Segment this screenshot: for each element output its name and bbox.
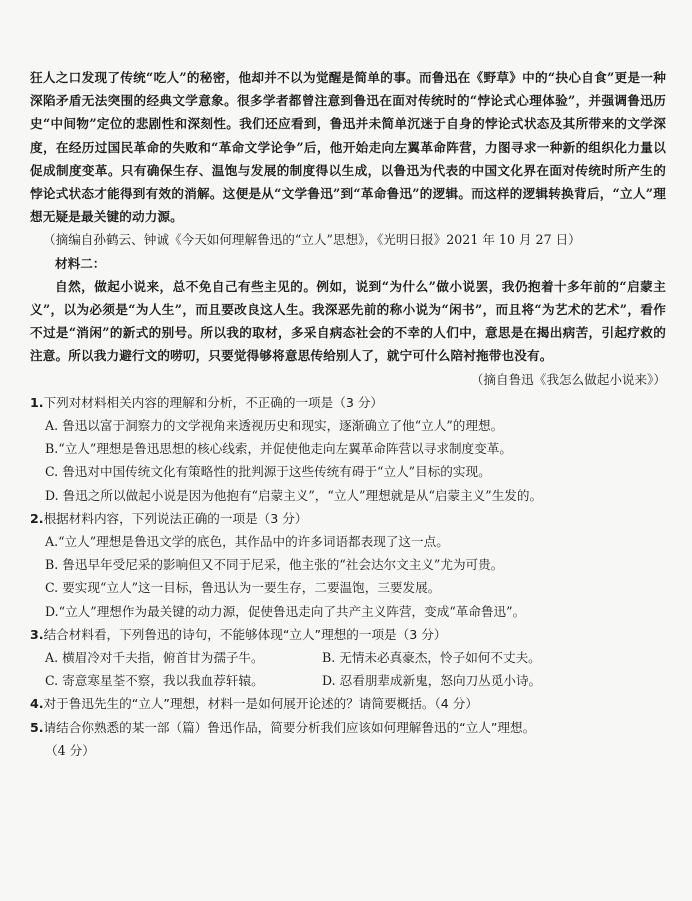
question-4: [30, 692, 666, 715]
question-2-option-c: C. 要实现“立人”这一目标，鲁迅认为一要生存，二要温饱，三要发展。: [45, 580, 441, 596]
material2-title: 材料二：: [55, 255, 106, 271]
question-2-option-a: A.“立人”理想是鲁迅文学的底色，其作品中的许多词语都表现了这一点。: [45, 534, 449, 550]
question-3-number: 3.: [30, 626, 44, 642]
question-2-text: 根据材料内容，下列说法正确的一项是（3 分）: [43, 510, 308, 526]
question-3-text: 结合材料看，下列鲁迅的诗句，不能够体现“立人”理想的一项是（3 分）: [43, 626, 447, 642]
question-1-option-b: B.“立人”理想是鲁迅思想的核心线索，并促使他走向左翼革命阵营以寻求制度变革。: [45, 441, 512, 457]
question-4-number: 4.: [30, 696, 44, 712]
question-5: [30, 716, 666, 762]
question-1-option-c: C. 鲁迅对中国传统文化有策略性的批判源于这些传统有碍于“立人”目标的实现。: [45, 464, 491, 480]
question-1-stem: [30, 391, 666, 414]
question-2-number: 2.: [30, 510, 44, 526]
question-1-option-d: D. 鲁迅之所以做起小说是因为他抱有“启蒙主义”，“立人”理想就是从“启蒙主义”生发的。: [45, 487, 543, 503]
question-2-option-d: D.“立人”理想作为最关键的动力源，促使鲁迅走向了共产主义阵营，变成“革命鲁迅”。: [45, 603, 526, 619]
material2-source: （摘自鲁迅《我怎么做起小说来》）: [470, 371, 666, 387]
question-4-text: 对于鲁迅先生的“立人”理想，材料一是如何展开论述的？请简要概括。（4 分）: [43, 696, 478, 712]
question-5-stem: [30, 716, 666, 739]
question-3-options-row-1: [30, 646, 666, 669]
question-1: [30, 391, 666, 507]
question-2-option-b: B. 鲁迅早年受尼采的影响但又不同于尼采，他主张的“社会达尔文主义”尤为可贵。: [45, 557, 504, 573]
material2-paragraph: 自然，做起小说来，总不免自己有些主见的。例如，说到“为什么”做小说罢，我仍抱着十多年前的“启蒙主义”，以为必须是“为人生”，而且要改良这人生。我深恶先前的称小说为“闲书”，而且将“为艺术的艺术”，看作不过是“消闲”的新式的别号。所以我的取材，多采自病态社会的不幸的人们中，意思是在揭出病苦，引起疗救的注意。所以我力避行文的唠叨，只要觉得够将意思传给别人了，就宁可什么陪衬拖带也没有。: [30, 278, 666, 364]
question-3: [30, 623, 666, 693]
material1-source: （摘编自孙鹤云、钟诚《今天如何理解鲁迅的“立人”思想》，《光明日报》2021 年 10 月 27 日）: [43, 232, 581, 248]
question-5-number: 5.: [30, 719, 44, 735]
question-3-options-row-2: [30, 669, 666, 692]
question-3-option-a: A. 横眉冷对千夫指，俯首甘为孺子牛。: [45, 650, 264, 666]
question-5-score: （4 分）: [45, 742, 95, 758]
question-3-stem: [30, 623, 666, 646]
question-2-stem: [30, 507, 666, 530]
question-3-option-c: C. 寄意寒星荃不察，我以我血荐轩辕。: [45, 673, 264, 689]
question-1-number: 1.: [30, 394, 44, 410]
question-1-option-a: A. 鲁迅以富于洞察力的文学视角来透视历史和现实，逐渐确立了他“立人”的理想。: [45, 418, 504, 434]
question-3-option-b: B. 无情未必真豪杰，怜子如何不丈夫。: [322, 650, 541, 666]
material1-paragraph: 狂人之口发现了传统“吃人”的秘密，他却并不以为觉醒是简单的事。而鲁迅在《野草》中的“抉心自食”更是一种深陷矛盾无法突围的经典文学意象。很多学者都曾注意到鲁迅在面对传统时的“悖论式心理体验”，并强调鲁迅历史“中间物”定位的悲剧性和深刻性。我们还应看到，鲁迅并未简单沉迷于自身的悖论式状态及其所带来的文学深度，在经历过国民革命的失败和“革命文学论争”后，他开始走向左翼革命阵营，力图寻求一种新的组织化力量以促成制度变革。只有确保生存、温饱与发展的制度得以生成，以鲁迅为代表的中国文化界在面对传统时所产生的悖论式状态才能得到有效的消解。这便是从“文学鲁迅”到“革命鲁迅”的逻辑。而这样的逻辑转换背后，“立人”理想无疑是最关键的动力源。: [30, 70, 666, 225]
question-2: [30, 507, 666, 623]
question-5-text: 请结合你熟悉的某一部（篇）鲁迅作品，简要分析我们应该如何理解鲁迅的“立人”理想。: [43, 719, 536, 735]
question-4-stem: [30, 692, 666, 715]
question-1-text: 下列对材料相关内容的理解和分析，不正确的一项是（3 分）: [43, 394, 384, 410]
question-3-option-d: D. 忍看朋辈成新鬼，怒向刀丛觅小诗。: [322, 673, 542, 689]
